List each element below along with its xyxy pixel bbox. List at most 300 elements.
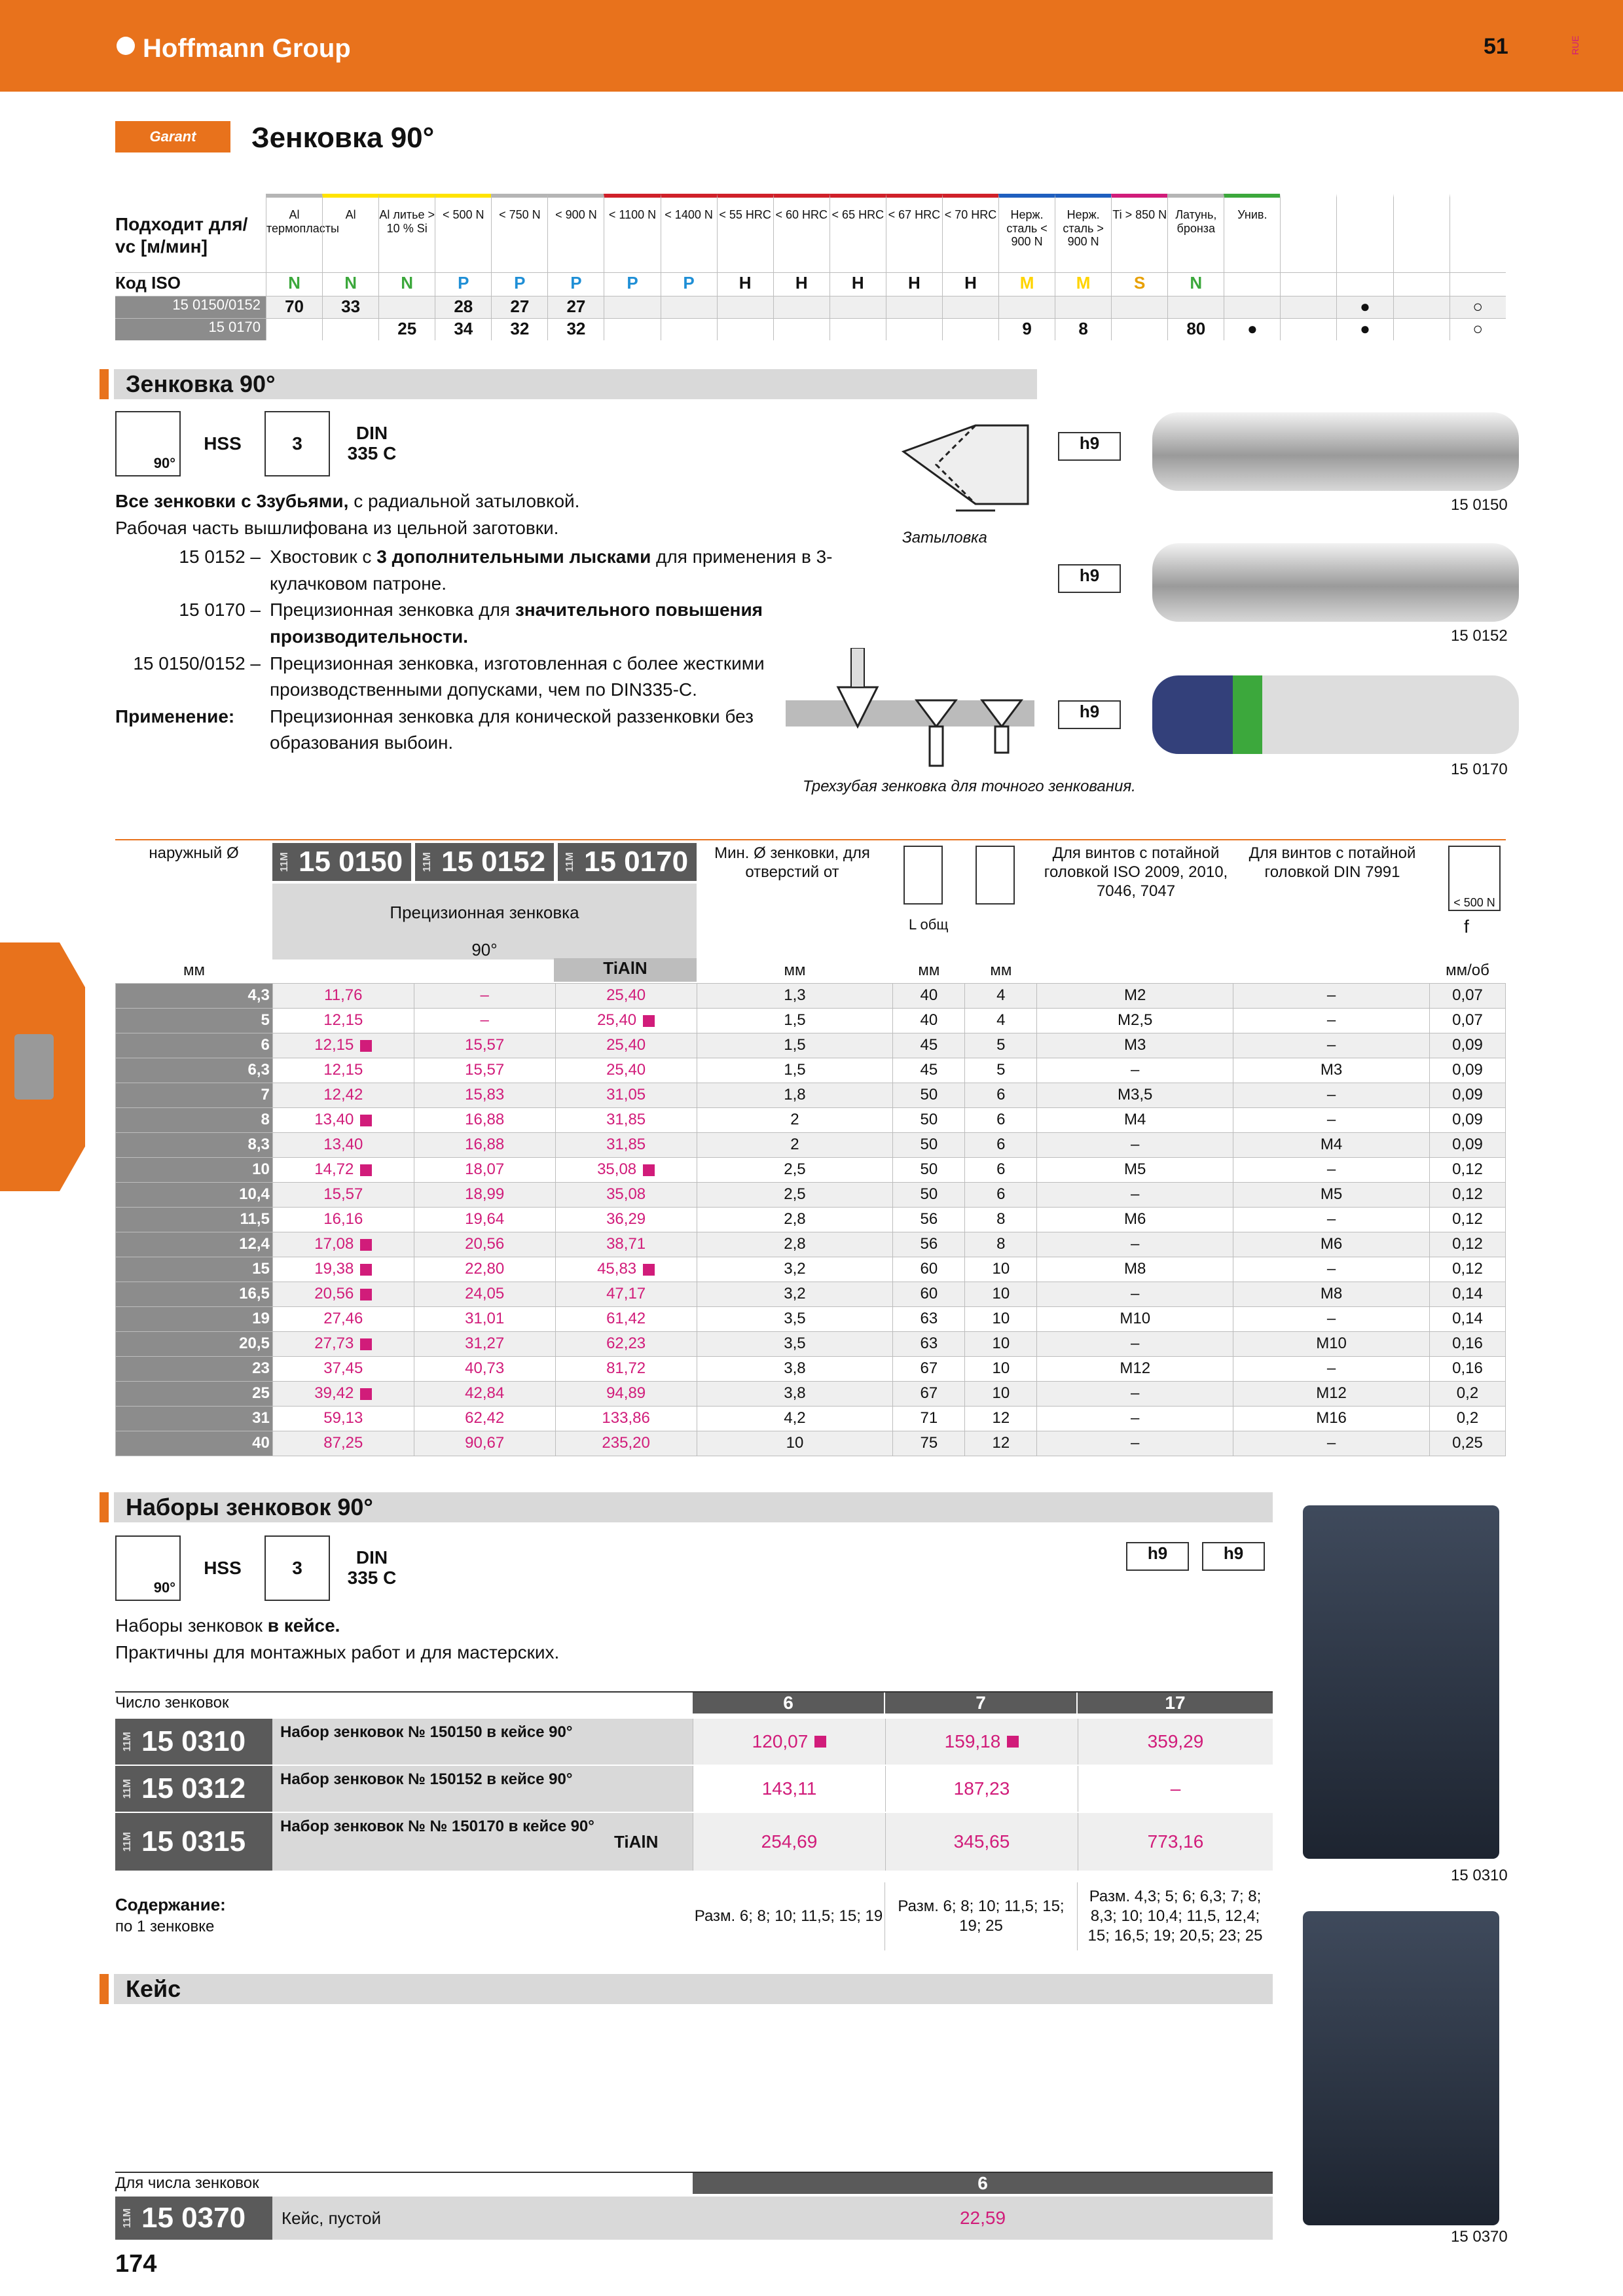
tolerance-h9-2: h9 xyxy=(1058,564,1121,593)
table-cell: 6 xyxy=(965,1083,1037,1107)
table-cell: M12 xyxy=(1233,1381,1430,1406)
vc-value xyxy=(661,296,717,318)
vc-value: ● xyxy=(1336,319,1393,340)
set-price: 359,29 xyxy=(1078,1719,1273,1765)
table-cell: 0,14 xyxy=(1429,1282,1505,1306)
vc-value xyxy=(1167,296,1224,318)
material-col-header: < 500 N xyxy=(435,194,491,272)
desc-code-3: 15 0150/0152 – xyxy=(133,653,261,673)
vc-value xyxy=(717,296,773,318)
unit: мм/об xyxy=(1446,961,1489,979)
material-col-header: < 67 HRC xyxy=(886,194,942,272)
empty-case-image xyxy=(1303,1911,1499,2225)
table-cell: – xyxy=(1037,1331,1233,1356)
vc-value: 25 xyxy=(378,319,435,340)
table-cell: 3,2 xyxy=(697,1282,893,1306)
table-row xyxy=(116,1406,1506,1431)
outer-dia-header: наружный Ø xyxy=(149,844,239,862)
set-price: 159,18 xyxy=(885,1719,1078,1765)
countersink-icon xyxy=(976,846,1015,905)
table-cell: 16,16 xyxy=(272,1207,414,1232)
unit: мм xyxy=(990,961,1012,979)
case-price: 22,59 xyxy=(959,2208,1006,2228)
iso-code xyxy=(1336,273,1393,296)
iso-code: H xyxy=(830,273,886,296)
angle-icon xyxy=(115,1535,181,1601)
application-label: Применение: xyxy=(115,706,235,726)
table-cell: 0,16 xyxy=(1429,1331,1505,1356)
table-cell: 39,42 xyxy=(272,1381,414,1406)
table-cell: 56 xyxy=(893,1207,965,1232)
material-col-header xyxy=(1336,194,1393,272)
table-cell: 0,2 xyxy=(1429,1406,1505,1431)
steel-500-icon xyxy=(1448,846,1501,911)
angle-value: 90° xyxy=(153,1579,175,1596)
length-label: L общ xyxy=(909,916,949,933)
product-image-150150 xyxy=(1152,412,1519,491)
table-cell: 10 xyxy=(697,1431,893,1456)
table-cell: 50 xyxy=(893,1107,965,1132)
iso-code: N xyxy=(266,273,322,296)
count-17: 17 xyxy=(1078,1693,1273,1713)
table-cell: – xyxy=(1233,1431,1430,1456)
iso-code: P xyxy=(604,273,660,296)
case-count-label: Для числа зенковок xyxy=(115,2174,259,2192)
table-cell: 87,25 xyxy=(272,1431,414,1456)
table-cell: 40 xyxy=(893,983,965,1008)
material-col-header xyxy=(1450,194,1506,272)
table-cell: – xyxy=(1037,1381,1233,1406)
table-cell: 1,5 xyxy=(697,1058,893,1083)
table-cell: 42,84 xyxy=(414,1381,555,1406)
table-cell: – xyxy=(1233,1356,1430,1381)
set-desc-b: в кейсе. xyxy=(267,1615,340,1636)
set-code-text: 15 0315 xyxy=(141,1825,246,1857)
table-cell: 8 xyxy=(965,1232,1037,1257)
contents xyxy=(115,1894,226,1937)
din-screws-header: Для винтов с потайной головкой DIN 7991 xyxy=(1249,844,1416,881)
subheader xyxy=(272,884,697,960)
set-price: 773,16 xyxy=(1078,1813,1273,1871)
countersink-caption: Трехзубая зенковка для точного зенкования. xyxy=(803,778,1136,795)
table-cell: 6 xyxy=(965,1107,1037,1132)
garant-badge: Garant xyxy=(115,121,230,152)
iso-label: Код ISO xyxy=(115,273,181,293)
tolerance-h9-1: h9 xyxy=(1058,432,1121,461)
table-cell: – xyxy=(1233,1306,1430,1331)
vc-value: 34 xyxy=(435,319,491,340)
vc-value xyxy=(773,296,830,318)
table-cell: 133,86 xyxy=(555,1406,697,1431)
vc-value xyxy=(830,296,886,318)
catalog-page-number: 51 xyxy=(1484,34,1508,59)
table-cell: M8 xyxy=(1233,1282,1430,1306)
material-col-header: Унив. xyxy=(1224,194,1280,272)
material-row xyxy=(115,296,1506,318)
material-row xyxy=(115,318,1506,340)
table-cell: 45,83 xyxy=(555,1257,697,1282)
material-col-header: Al xyxy=(322,194,378,272)
table-cell: 0,2 xyxy=(1429,1381,1505,1406)
table-cell: 31 xyxy=(116,1406,273,1431)
vc-value: ○ xyxy=(1450,319,1506,340)
table-cell: 0,12 xyxy=(1429,1207,1505,1232)
din-icon xyxy=(339,411,405,476)
count-7: 7 xyxy=(885,1693,1078,1713)
min-dia-header: Мин. Ø зенковки, для отверстий от xyxy=(714,844,870,881)
table-cell: 61,42 xyxy=(555,1306,697,1331)
set-price: 254,69 xyxy=(693,1813,885,1871)
table-cell: 11,76 xyxy=(272,983,414,1008)
table-cell: M3 xyxy=(1037,1033,1233,1058)
vc-value: ○ xyxy=(1450,296,1506,318)
sizes-17: Разм. 4,3; 5; 6; 6,3; 7; 8; 8,3; 10; 10,4; 11,5, 12,4; 15; 16,5; 19; 20,5; 23; 25 xyxy=(1087,1888,1263,1945)
table-cell: 11,5 xyxy=(116,1207,273,1232)
vc-value xyxy=(266,319,322,340)
table-cell: 1,5 xyxy=(697,1008,893,1033)
set-row xyxy=(115,1766,1273,1813)
table-cell: – xyxy=(1037,1058,1233,1083)
table-cell: 2,5 xyxy=(697,1157,893,1182)
table-row xyxy=(116,1306,1506,1331)
table-cell: 3,8 xyxy=(697,1356,893,1381)
vc-value: 28 xyxy=(435,296,491,318)
table-cell: 10 xyxy=(965,1306,1037,1331)
table-row xyxy=(116,1431,1506,1456)
set-code-text: 15 0310 xyxy=(141,1725,246,1757)
section-title: Зенковка 90° xyxy=(126,370,276,397)
section-sets xyxy=(114,1492,1273,1522)
table-row xyxy=(116,1008,1506,1033)
table-cell: 10 xyxy=(965,1381,1037,1406)
vc-value: 32 xyxy=(491,319,547,340)
table-row xyxy=(116,1132,1506,1157)
vc-value xyxy=(1280,319,1336,340)
table-top-rule xyxy=(115,839,1506,840)
table-cell: – xyxy=(1037,1182,1233,1207)
table-cell: M5 xyxy=(1037,1157,1233,1182)
set-price: – xyxy=(1078,1766,1273,1812)
table-cell: 1,8 xyxy=(697,1083,893,1107)
relief-caption: Затыловка xyxy=(902,529,987,547)
case-row xyxy=(115,2197,1273,2240)
material-col-header xyxy=(1280,194,1336,272)
vc-value: 70 xyxy=(266,296,322,318)
subheader-angle: 90° xyxy=(471,940,498,960)
table-cell: 2 xyxy=(697,1107,893,1132)
table-cell: 19,64 xyxy=(414,1207,555,1232)
table-cell: 13,40 xyxy=(272,1107,414,1132)
size-table xyxy=(115,958,1506,1456)
table-row xyxy=(116,1058,1506,1083)
table-cell: 12,42 xyxy=(272,1083,414,1107)
contents-sub: по 1 зенковке xyxy=(115,1917,215,1935)
length-icon xyxy=(903,846,943,905)
table-cell: 31,85 xyxy=(555,1107,697,1132)
table-cell: 8 xyxy=(965,1207,1037,1232)
vc-value xyxy=(942,319,998,340)
vc-value xyxy=(830,319,886,340)
iso-code: M xyxy=(998,273,1055,296)
table-cell: M3 xyxy=(1233,1058,1430,1083)
set-desc-2: Практичны для монтажных работ и для мастерских. xyxy=(115,1641,560,1662)
code-text: 15 0152 xyxy=(441,846,546,878)
table-cell: M12 xyxy=(1037,1356,1233,1381)
product-image-150170 xyxy=(1152,675,1519,754)
set-coating: TiAlN xyxy=(614,1813,693,1871)
table-cell: 17,08 xyxy=(272,1232,414,1257)
iso-code xyxy=(1280,273,1336,296)
hss-label: HSS xyxy=(204,1557,242,1578)
language-code: RUE xyxy=(1570,35,1580,55)
application-text: Прецизионная зенковка для конической раззенковки без образования выбоин. xyxy=(270,706,754,753)
units-row xyxy=(116,958,1506,983)
table-row xyxy=(116,983,1506,1008)
table-row xyxy=(116,1182,1506,1207)
vc-value xyxy=(378,296,435,318)
table-cell: 71 xyxy=(893,1406,965,1431)
set-desc: Набор зенковок № № 150170 в кейсе 90° xyxy=(272,1813,614,1871)
teeth-count: 3 xyxy=(292,433,302,454)
table-cell: 67 xyxy=(893,1381,965,1406)
table-cell: 3,5 xyxy=(697,1306,893,1331)
set-desc-a: Наборы зенковок xyxy=(115,1615,268,1636)
din-icon xyxy=(339,1535,405,1601)
table-row xyxy=(116,1232,1506,1257)
table-cell: 14,72 xyxy=(272,1157,414,1182)
table-cell: – xyxy=(1233,1008,1430,1033)
table-cell: M5 xyxy=(1233,1182,1430,1207)
countersink-diagram xyxy=(786,648,1048,772)
table-cell: 12 xyxy=(965,1431,1037,1456)
table-cell: 94,89 xyxy=(555,1381,697,1406)
iso-code: N xyxy=(1167,273,1224,296)
feed-header: f xyxy=(1464,916,1469,937)
table-row xyxy=(116,1257,1506,1282)
vc-value xyxy=(604,319,660,340)
table-row xyxy=(116,1282,1506,1306)
table-cell: M8 xyxy=(1037,1257,1233,1282)
table-cell: 60 xyxy=(893,1282,965,1306)
table-cell: 8 xyxy=(116,1107,273,1132)
table-cell: 0,12 xyxy=(1429,1257,1505,1282)
table-row xyxy=(116,1033,1506,1058)
table-cell: 50 xyxy=(893,1083,965,1107)
table-cell: 37,45 xyxy=(272,1356,414,1381)
table-cell: 0,09 xyxy=(1429,1132,1505,1157)
table-cell: 25 xyxy=(116,1381,273,1406)
product-image-150152 xyxy=(1152,543,1519,622)
article-codes xyxy=(272,843,697,881)
table-cell: 10 xyxy=(965,1331,1037,1356)
table-cell: M6 xyxy=(1233,1232,1430,1257)
table-cell: 38,71 xyxy=(555,1232,697,1257)
table-cell: 15,57 xyxy=(414,1033,555,1058)
table-cell: 12,15 xyxy=(272,1033,414,1058)
table-cell: 31,85 xyxy=(555,1132,697,1157)
desc-rest: с радиальной затыловкой. xyxy=(348,491,580,511)
contents-label: Содержание: xyxy=(115,1895,226,1914)
vc-value: ● xyxy=(1336,296,1393,318)
table-cell: 0,14 xyxy=(1429,1306,1505,1331)
table-cell: M2 xyxy=(1037,983,1233,1008)
table-cell: 63 xyxy=(893,1306,965,1331)
vc-value xyxy=(322,319,378,340)
set-code: 11M 15 0315 xyxy=(115,1813,272,1871)
iso-code: H xyxy=(717,273,773,296)
material-col-header: Латунь, бронза xyxy=(1167,194,1224,272)
case-code: 11M 15 0370 xyxy=(115,2197,272,2240)
table-cell: 23 xyxy=(116,1356,273,1381)
table-cell: 31,01 xyxy=(414,1306,555,1331)
table-cell: M2,5 xyxy=(1037,1008,1233,1033)
iso-screws-header: Для винтов с потайной головкой ISO 2009, 2010, 7046, 7047 xyxy=(1044,844,1228,900)
iso-code: P xyxy=(547,273,604,296)
hss-icon xyxy=(190,1535,255,1601)
material-col-header xyxy=(1393,194,1450,272)
table-cell: 22,80 xyxy=(414,1257,555,1282)
table-cell: – xyxy=(1037,1132,1233,1157)
material-col-header: < 1100 N xyxy=(604,194,660,272)
table-cell: – xyxy=(1233,1257,1430,1282)
set-description xyxy=(115,1613,559,1666)
material-col-header: Al термопласты xyxy=(266,194,322,272)
table-cell: 27,46 xyxy=(272,1306,414,1331)
vc-value: ● xyxy=(1224,319,1280,340)
table-cell: 15,57 xyxy=(414,1058,555,1083)
set-desc: Набор зенковок № 150150 в кейсе 90° xyxy=(272,1719,614,1765)
table-cell: – xyxy=(1233,1207,1430,1232)
table-cell: 31,27 xyxy=(414,1331,555,1356)
set-coating xyxy=(614,1766,693,1812)
table-cell: 90,67 xyxy=(414,1431,555,1456)
table-cell: – xyxy=(1037,1282,1233,1306)
unit: мм xyxy=(784,961,806,979)
table-cell: 1,3 xyxy=(697,983,893,1008)
set-row xyxy=(115,1719,1273,1766)
table-cell: – xyxy=(1233,983,1430,1008)
count-header xyxy=(693,1693,1273,1713)
iso-code xyxy=(1224,273,1280,296)
material-col-header: < 65 HRC xyxy=(830,194,886,272)
table-cell: 47,17 xyxy=(555,1282,697,1306)
table-cell: 19,38 xyxy=(272,1257,414,1282)
material-col-header: < 60 HRC xyxy=(773,194,830,272)
desc-1a: Хвостовик с xyxy=(270,547,377,567)
table-cell: 75 xyxy=(893,1431,965,1456)
set-coating xyxy=(614,1719,693,1765)
table-cell: 235,20 xyxy=(555,1431,697,1456)
vc-value: 8 xyxy=(1055,319,1111,340)
blank xyxy=(272,958,414,983)
vc-value xyxy=(661,319,717,340)
table-cell: 56 xyxy=(893,1232,965,1257)
blank xyxy=(1037,958,1233,983)
table-cell: 0,25 xyxy=(1429,1431,1505,1456)
table-cell: 36,29 xyxy=(555,1207,697,1232)
table-cell: 18,99 xyxy=(414,1182,555,1207)
set-code: 11M 15 0312 xyxy=(115,1766,272,1812)
table-row xyxy=(116,1107,1506,1132)
din-label: DIN 335 C xyxy=(347,1547,397,1588)
vc-value xyxy=(604,296,660,318)
hoffmann-logo-icon xyxy=(117,37,135,55)
table-cell: 10,4 xyxy=(116,1182,273,1207)
desc-2a: Прецизионная зенковка для xyxy=(270,600,515,620)
table-cell: 18,07 xyxy=(414,1157,555,1182)
table-cell: 3,2 xyxy=(697,1257,893,1282)
section-case xyxy=(114,1974,1273,2004)
sizes-7: Разм. 6; 8; 10; 11,5; 15; 19; 25 xyxy=(885,1882,1078,1950)
set-case-image xyxy=(1303,1505,1499,1859)
iso-code: H xyxy=(942,273,998,296)
relief-diagram xyxy=(897,412,1048,517)
table-cell: 2,8 xyxy=(697,1232,893,1257)
code-150150: 11M 15 0150 xyxy=(272,843,411,881)
table-cell: 4 xyxy=(965,1008,1037,1033)
table-cell: – xyxy=(1037,1406,1233,1431)
table-cell: 15 xyxy=(116,1257,273,1282)
tolerance-h9-set: h9 xyxy=(1126,1542,1189,1571)
vc-value xyxy=(1055,296,1111,318)
table-cell: 50 xyxy=(893,1182,965,1207)
table-cell: 3,5 xyxy=(697,1331,893,1356)
vc-value xyxy=(886,296,942,318)
iso-code: N xyxy=(378,273,435,296)
blank xyxy=(555,958,697,983)
table-cell: 10 xyxy=(116,1157,273,1182)
desc-2b: значительного повышения производительности. xyxy=(270,600,763,647)
table-cell: 6,3 xyxy=(116,1058,273,1083)
table-cell: 62,23 xyxy=(555,1331,697,1356)
section-countersink xyxy=(114,369,1037,399)
desc-code-1: 15 0152 – xyxy=(179,547,261,567)
table-cell: – xyxy=(1037,1232,1233,1257)
table-cell: 67 xyxy=(893,1356,965,1381)
desc-code-2: 15 0170 – xyxy=(179,600,261,620)
table-cell: 31,05 xyxy=(555,1083,697,1107)
table-cell: M16 xyxy=(1233,1406,1430,1431)
table-cell: – xyxy=(414,983,555,1008)
table-cell: 10 xyxy=(965,1282,1037,1306)
set-price: 120,07 xyxy=(693,1719,885,1765)
tolerance-h9-set-2: h9 xyxy=(1202,1542,1265,1571)
table-cell: 5 xyxy=(116,1008,273,1033)
table-cell: 5 xyxy=(965,1058,1037,1083)
desc-1b: 3 дополнительными лысками xyxy=(376,547,651,567)
vc-value xyxy=(942,296,998,318)
hss-icon xyxy=(190,411,255,476)
table-cell: 20,56 xyxy=(414,1232,555,1257)
tolerance-h9-3: h9 xyxy=(1058,700,1121,729)
table-cell: 81,72 xyxy=(555,1356,697,1381)
desc-line2: Рабочая часть вышлифована из цельной заготовки. xyxy=(115,517,559,538)
contents-sizes xyxy=(693,1882,1273,1950)
unit: мм xyxy=(918,961,940,979)
page-title: Зенковка 90° xyxy=(251,122,435,154)
iso-code: P xyxy=(661,273,717,296)
set-price: 345,65 xyxy=(885,1813,1078,1871)
material-col-header: < 750 N xyxy=(491,194,547,272)
table-cell: 40 xyxy=(893,1008,965,1033)
teeth-icon xyxy=(264,1535,330,1601)
table-row xyxy=(116,1356,1506,1381)
table-row xyxy=(116,1157,1506,1182)
material-table xyxy=(115,194,1506,340)
table-cell: 0,16 xyxy=(1429,1356,1505,1381)
table-cell: 2 xyxy=(697,1132,893,1157)
vc-value xyxy=(717,319,773,340)
